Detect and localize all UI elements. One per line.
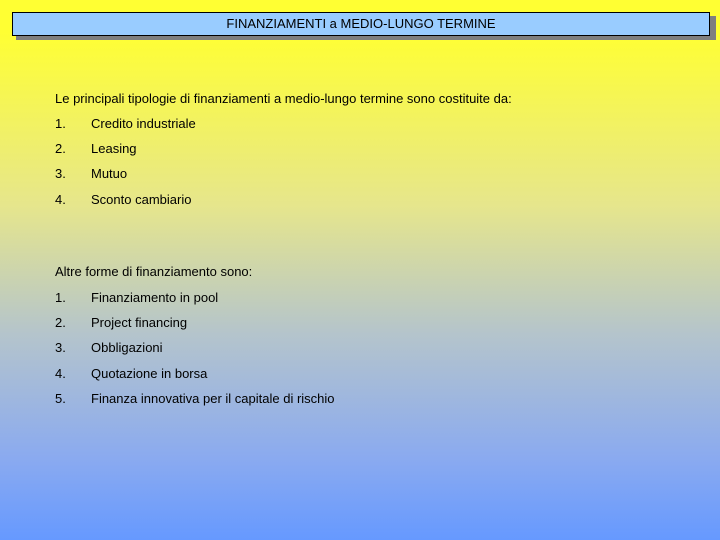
list-item <box>55 192 191 207</box>
list-item <box>55 166 127 181</box>
section2-intro: Altre forme di finanziamento sono: <box>55 264 253 279</box>
list-item-number: 5. <box>55 391 66 406</box>
list-item <box>55 366 207 381</box>
list-item-text: Mutuo <box>91 166 128 181</box>
list-item-number: 2. <box>55 315 66 330</box>
list-item-text: Finanza innovativa per il capitale di rischio <box>91 391 335 406</box>
list-item <box>55 315 187 330</box>
list-item <box>55 340 163 355</box>
list-item <box>55 141 137 156</box>
list-item-text: Finanziamento in pool <box>91 290 219 305</box>
list-item-number: 1. <box>55 290 66 305</box>
list-item-text: Obbligazioni <box>91 340 163 355</box>
list-item-text: Sconto cambiario <box>91 192 192 207</box>
list-item <box>55 290 218 305</box>
section1-intro: Le principali tipologie di finanziamenti a medio-lungo termine sono costituite da: <box>55 91 512 106</box>
list-item <box>55 116 196 131</box>
list-item-text: Quotazione in borsa <box>91 366 208 381</box>
list-item-text: Credito industriale <box>91 116 196 131</box>
list-item-number: 3. <box>55 166 66 181</box>
list-item-number: 4. <box>55 366 66 381</box>
list-item-number: 4. <box>55 192 66 207</box>
list-item <box>55 391 335 406</box>
list-item-text: Project financing <box>91 315 188 330</box>
list-item-text: Leasing <box>91 141 137 156</box>
list-item-number: 2. <box>55 141 66 156</box>
list-item-number: 1. <box>55 116 66 131</box>
list-item-number: 3. <box>55 340 66 355</box>
slide-title: FINANZIAMENTI a MEDIO-LUNGO TERMINE <box>12 12 710 36</box>
